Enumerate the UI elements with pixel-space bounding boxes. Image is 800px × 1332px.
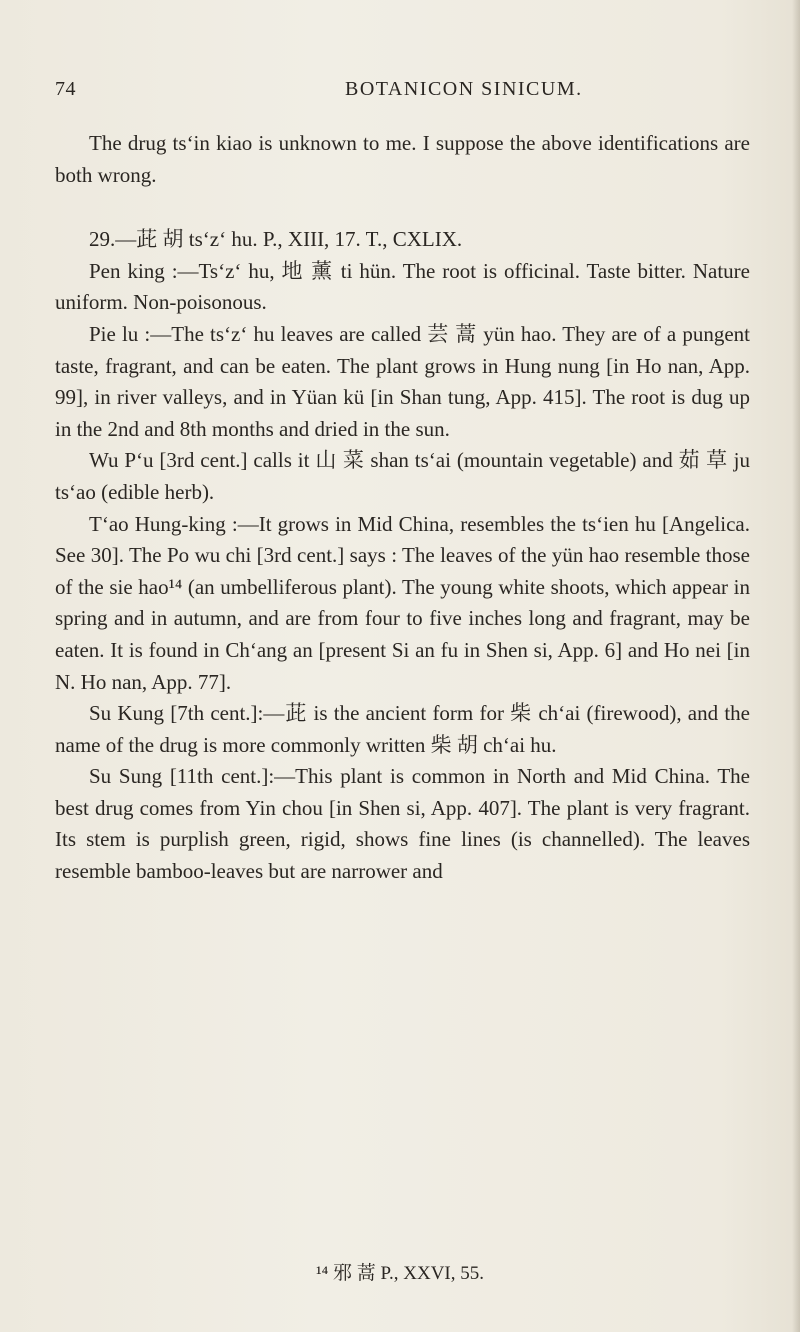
paragraph-entry-heading: 29.—茈 胡 ts‘z‘ hu. P., XIII, 17. T., CXLIX. — [89, 227, 463, 252]
paragraph-intro: The drug ts‘in kiao is unknown to me. I suppose the above identifications are both wrong. — [55, 131, 750, 187]
page-number: 74 — [55, 78, 76, 100]
footnote: ¹⁴ 邪 蒿 P., XXVI, 55. — [315, 1263, 485, 1284]
paragraph-pie-lu: Pie lu :—The ts‘z‘ hu leaves are called 芸 蒿 yün hao. They are of a pungent taste, fragrant, and can be eaten. The plant grows in Hung nung [in Ho nan, App. 99], in river valleys, and in Yüan kü [in Shan tung, App. 415]. The root is dug up in the 2nd and 8th months and dried in the sun. — [55, 321, 750, 441]
paragraph-su-sung: Su Sung [11th cent.]:—This plant is common in North and Mid China. The best drug comes from Yin chou [in Shen si, App. 407]. The plant is very fragrant. Its stem is purplish green, rigid, shows fine lines (is channelled). The leaves resemble bamboo-leaves but are narrower and — [55, 764, 750, 884]
page-header — [55, 78, 750, 118]
body-text — [55, 128, 750, 888]
paragraph-su-kung: Su Kung [7th cent.]:—茈 is the ancient form for 柴 ch‘ai (firewood), and the name of the drug is more commonly written 柴 胡 ch‘ai hu. — [55, 701, 750, 757]
running-head: BOTANICON SINICUM. — [345, 78, 583, 100]
paragraph-wu-pu: Wu P‘u [3rd cent.] calls it 山 菜 shan ts‘ai (mountain vegetable) and 茹 草 ju ts‘ao (edible herb). — [55, 448, 750, 504]
paragraph-tao-hung-king: T‘ao Hung-king :—It grows in Mid China, resembles the ts‘ien hu [Angelica. See 30]. The Po wu chi [3rd cent.] says : The leaves of the yün hao resemble those of the sie hao¹⁴ (an umbelliferous plant). The young white shoots, which appear in spring and in autumn, and are from four to five inches long and fragrant, may be eaten. It is found in Ch‘ang an [present Si an fu in Shen si, App. 6] and Ho nei [in N. Ho nan, App. 77]. — [55, 511, 750, 694]
page-edge-shadow — [792, 0, 800, 1332]
paragraph-pen-king: Pen king :—Ts‘z‘ hu, 地 薰 ti hün. The root is officinal. Taste bitter. Nature uniform. Non-poisonous. — [55, 258, 750, 315]
